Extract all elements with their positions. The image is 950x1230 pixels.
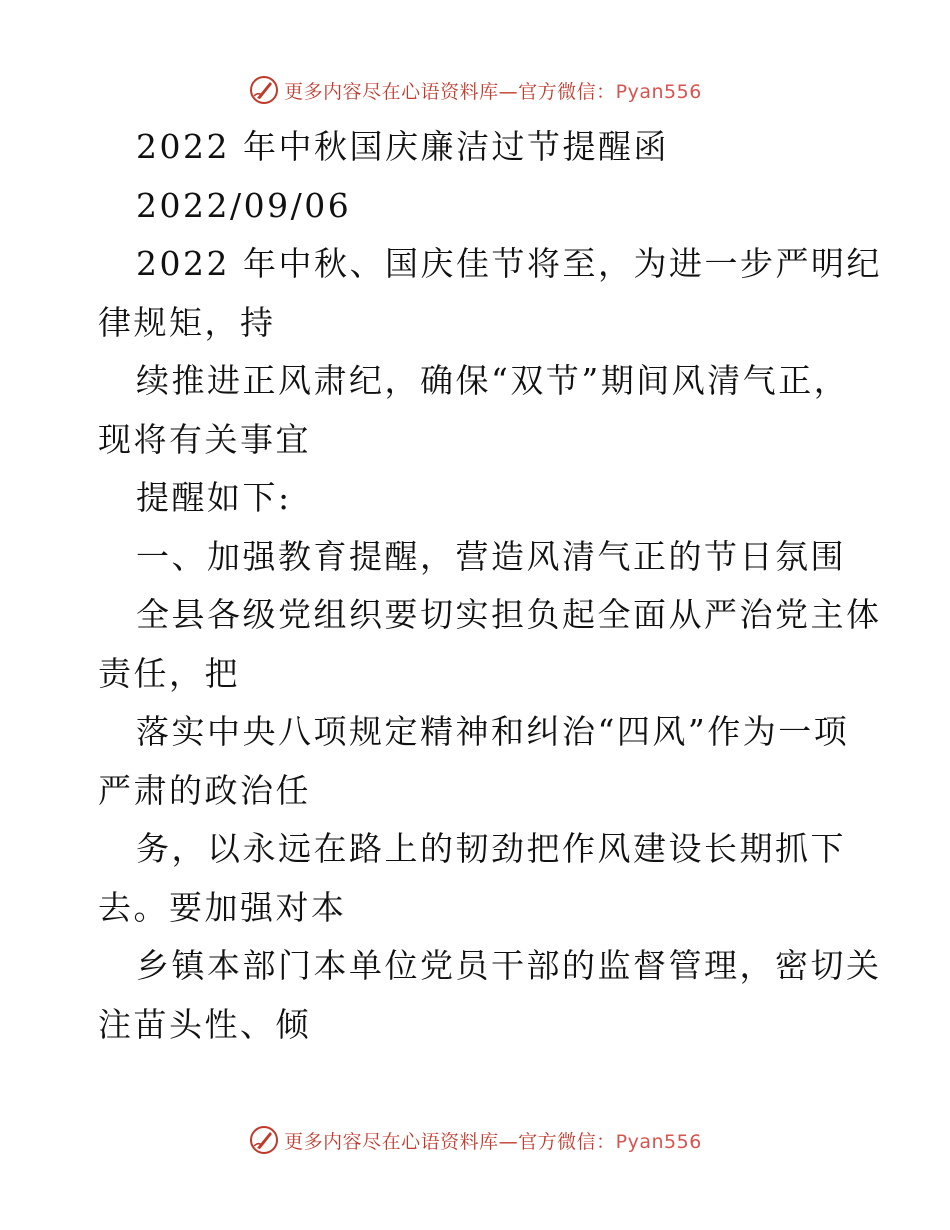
paragraph-line: 律规矩，持 [98,302,276,342]
paragraph-line: 2022 年中秋、国庆佳节将至，为进一步严明纪 [136,244,882,283]
quill-logo-icon [248,74,280,106]
document-date: 2022/09/06 [136,185,352,225]
paragraph-line: 乡镇本部门本单位党员干部的监督管理，密切关 [136,946,882,985]
wechat-id: Pyan556 [615,80,702,103]
watermark-text [284,1127,702,1154]
watermark-label: 更多内容尽在心语资料库—官方微信： [284,80,616,103]
paragraph-line: 注苗头性、倾 [98,1004,311,1044]
paragraph-line: 去。要加强对本 [98,887,347,927]
paragraph-line: 现将有关事宜 [98,419,311,459]
paragraph-line: 提醒如下: [136,478,292,517]
paragraph-line: 全县各级党组织要切实担负起全面从严治党主体 [136,595,882,634]
quill-logo-icon [248,1124,280,1156]
paragraph-line: 责任，把 [98,653,240,693]
watermark-text [284,77,702,104]
paragraph-line: 严肃的政治任 [98,770,311,810]
paragraph-line: 续推进正风肃纪，确保“双节”期间风清气正， [136,361,850,400]
document-title: 2022 年中秋国庆廉洁过节提醒函 [136,127,669,166]
paragraph-line: 落实中央八项规定精神和纠治“四风”作为一项 [136,712,850,751]
watermark-footer [0,1120,950,1160]
watermark-label: 更多内容尽在心语资料库—官方微信： [284,1130,616,1153]
wechat-id: Pyan556 [615,1130,702,1153]
paragraph-line: 务，以永远在路上的韧劲把作风建设长期抓下 [136,829,846,868]
document-body [98,118,882,1054]
section-heading: 一、加强教育提醒，营造风清气正的节日氛围 [136,536,846,576]
watermark-header [0,70,950,110]
